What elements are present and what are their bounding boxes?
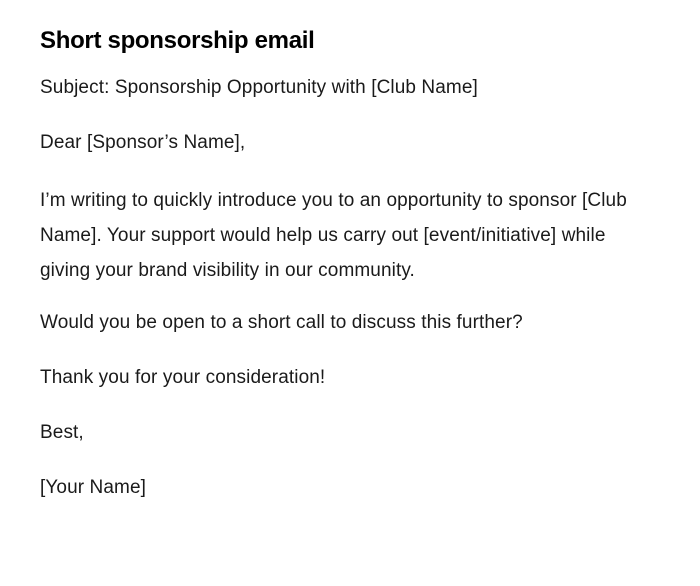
email-thanks: Thank you for your consideration! <box>40 367 326 388</box>
email-template-document <box>40 27 660 528</box>
email-signoff: Best, <box>40 422 84 443</box>
email-greeting: Dear [Sponsor’s Name], <box>40 132 246 153</box>
email-subject-line: Subject: Sponsorship Opportunity with [Club Name] <box>40 77 478 98</box>
email-signature: [Your Name] <box>40 477 147 498</box>
email-body-request: Would you be open to a short call to discuss this further? <box>40 312 523 333</box>
email-body-intro: I’m writing to quickly introduce you to an opportunity to sponsor [Club Name]. Your support would help us carry out [event/initiative] while giving your brand visibility in our community. <box>40 190 627 281</box>
document-title: Short sponsorship email <box>40 27 315 54</box>
